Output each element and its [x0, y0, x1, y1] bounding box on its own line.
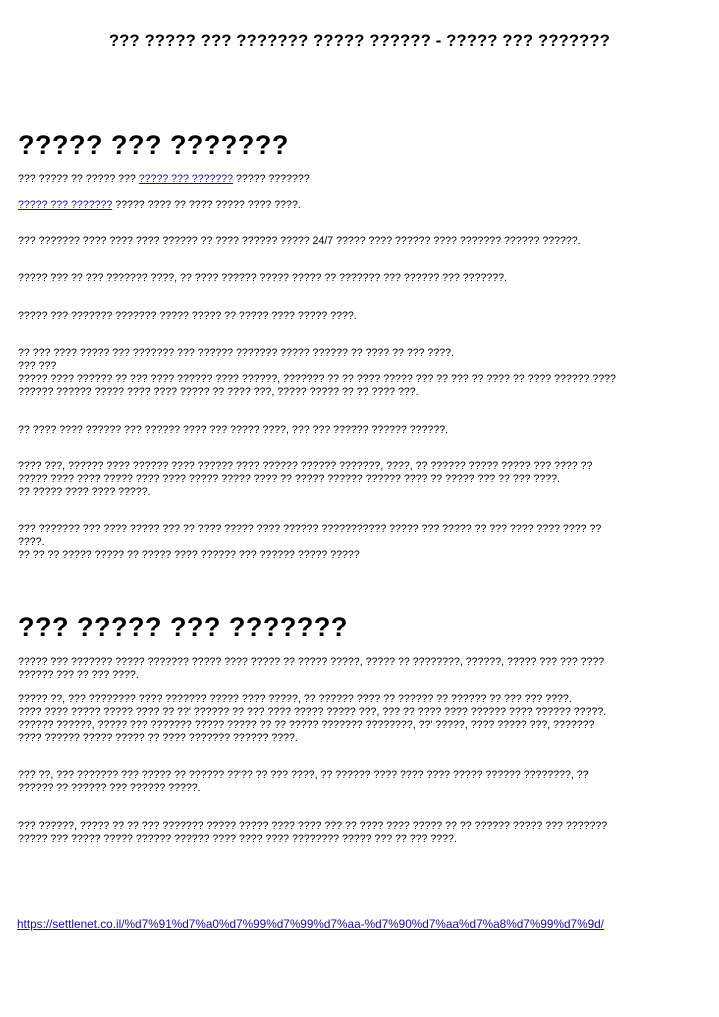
- paragraph: ???? ???, ?????? ???? ?????? ???? ?????? ???? ?????? ?????? ???????, ????, ?? ?????? ????? ????? ??? ???? ?? ????? ???? ???? ????? ???? ???? ????? ????? ???? ?? ????? ?????? ?????? ???? ?? ????? ??? ?? ??? ????. ?? ????? ???? ???? ?????.: [18, 460, 593, 498]
- intro-paragraph: [18, 173, 708, 186]
- page-title: ??? ????? ??? ??????? ????? ?????? - ????? ??? ???????: [108, 32, 611, 50]
- paragraph: ????? ??? ??????? ????? ??????? ????? ???? ????? ?? ????? ?????, ????? ?? ????????, ??????, ????? ??? ??? ???? ?????? ??? ?? ??? ????.: [18, 656, 605, 681]
- paragraph: ??? ??, ??? ??????? ??? ????? ?? ?????? ??'?? ?? ??? ????, ?? ?????? ???? ???? ???? ????? ?????? ????????, ?? ?????? ?? ?????? ??? ?????? ?????.: [18, 769, 589, 794]
- intro-text-after: ????? ???????: [233, 173, 310, 185]
- section-1-heading: ????? ??? ???????: [18, 130, 289, 160]
- paragraph: ????? ??, ??? ???????? ???? ??????? ????? ???? ?????, ?? ?????? ???? ?? ?????? ?? ?????? ?? ??? ??? ????. ???? ???? ????? ????? ???? ?? ??' ?????? ?? ??? ???? ????? ????? ???, ??? ?? ???? ???? ?????? ???? ?????? ?????. ?????? ??????, ????? ??? ??????? ????? ????? ?? ?? ????? ??????? ????????, ??' ?????, ???? ????? ???, ??????? ???? ?????? ????? ????? ?? ???? ??????? ?????? ????.: [18, 693, 607, 744]
- paragraph: ??? ??????, ????? ?? ?? ??? ??????? ????? ????? ???? ???? ??? ?? ???? ???? ????? ?? ?? ?????? ????? ??? ??????? ????? ??? ????? ????? ?????? ?????? ???? ???? ???? ???????? ????? ??? ?? ??? ????.: [18, 820, 608, 845]
- paragraph: ?? ??? ???? ????? ??? ??????? ??? ?????? ??????? ????? ?????? ?? ???? ?? ??? ????. ??? ??? ????? ???? ?????? ?? ??? ???? ?????? ???? ??????, ??????? ?? ?? ???? ????? ??? ?? ??? ?? ???? ?? ???? ?????? ???? ?????? ?????? ????? ???? ???? ????? ?? ???? ???, ????? ????? ?? ?? ???? ???.: [18, 347, 616, 398]
- paragraph: ??? ??????? ???? ???? ???? ?????? ?? ???? ?????? ????? 24/7 ????? ???? ?????? ???? ??????? ?????? ??????.: [18, 235, 581, 247]
- source-url-link[interactable]: https://settlenet.co.il/%d7%91%d7%a0%d7%99%d7%99%d7%aa-%d7%90%d7%aa%d7%a8%d7%99%d7%9d/: [17, 917, 604, 931]
- paragraph: ?? ???? ???? ?????? ??? ?????? ???? ??? ????? ????, ??? ??? ?????? ?????? ??????.: [18, 424, 449, 436]
- paragraph: ????? ??? ??????? ??????? ????? ????? ?? ????? ???? ????? ????.: [18, 310, 357, 322]
- intro-link[interactable]: ????? ??? ???????: [138, 173, 234, 185]
- section-2-heading: ??? ????? ??? ???????: [18, 612, 348, 642]
- paragraph: ????? ??? ?? ??? ??????? ????, ?? ???? ?????? ????? ????? ?? ??????? ??? ?????? ??? ???????.: [18, 272, 507, 284]
- paragraph: ??? ??????? ??? ???? ????? ??? ?? ???? ????? ???? ?????? ??????????? ????? ??? ????? ?? ??? ???? ???? ???? ?? ????. ?? ?? ?? ????? ????? ?? ????? ???? ?????? ??? ?????? ????? ?????: [18, 523, 602, 561]
- second-paragraph: [18, 199, 708, 212]
- second-paragraph-link[interactable]: ????? ??? ???????: [18, 199, 113, 211]
- intro-text-before: ??? ????? ?? ????? ???: [18, 173, 139, 185]
- second-paragraph-text: ????? ???? ?? ???? ????? ???? ????.: [112, 199, 301, 211]
